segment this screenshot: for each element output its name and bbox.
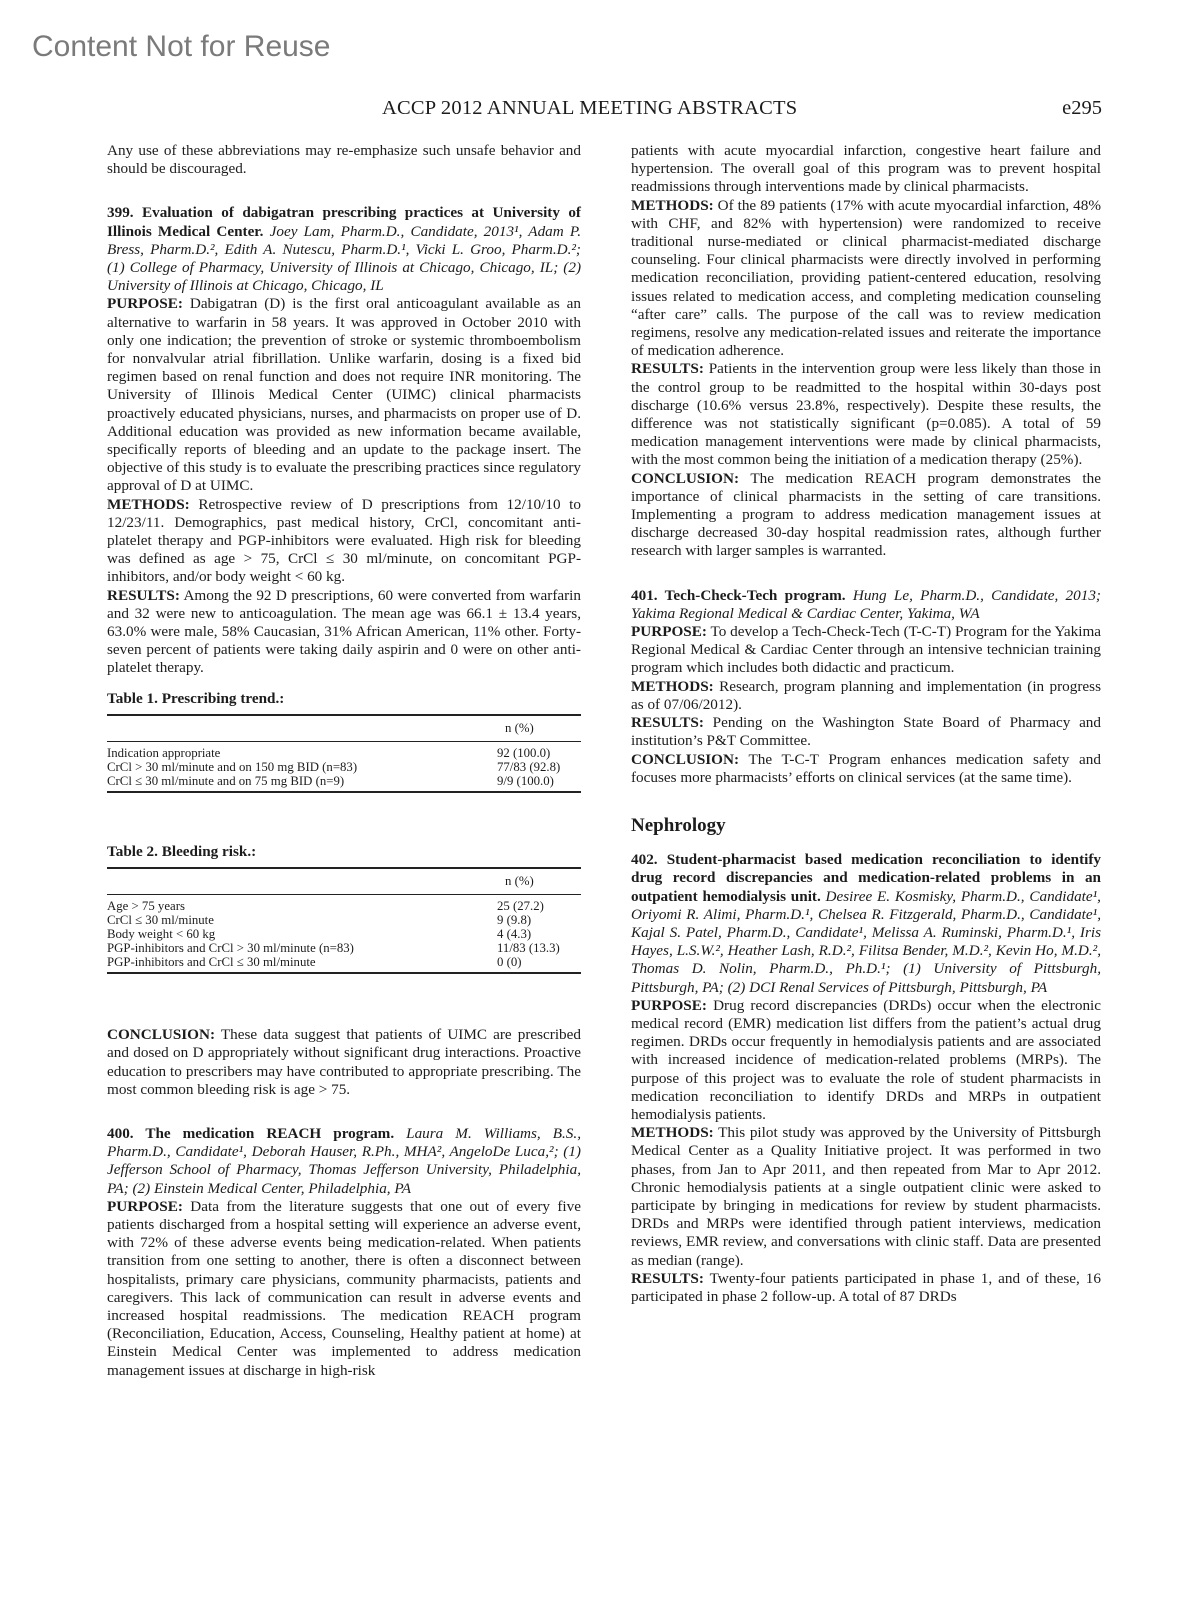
results-paragraph: RESULTS: Patients in the intervention group were less likely than those in the control group to be readmitted to the hospital within 30-days post discharge (10.6% versus 23.8%, respectively). Despite these results, the difference was not statistically significant (p=0.085). A total of 59 medication management interventions were made by clinical pharmacists, with the most common being the initiation of a medication therapy (25%). <box>631 360 1101 469</box>
purpose-paragraph: PURPOSE: Drug record discrepancies (DRDs) occur when the electronic medical record (EMR) medication list differs from the patient’s actual drug regimen. DRDs occur frequently in hemodialysis patients and are associated with increased incidence of medication-related problems (MRPs). The purpose of this project was to evaluate the role of student pharmacists in medication reconciliation to identify DRDs and MRPs in outpatient hemodialysis patients. <box>631 996 1101 1123</box>
abstract-title: 402. Student-pharmacist based medication reconciliation to identify drug record discrepancies and medication-related problems in an outpatient hemodialysis unit. <box>631 851 1101 905</box>
page-number: e295 <box>1062 97 1102 119</box>
purpose-paragraph: PURPOSE: To develop a Tech-Check-Tech (T-C-T) Program for the Yakima Regional Medical & Cardiac Center through an intensive technician training program which includes both didactic and practicum. <box>631 623 1101 677</box>
table-row: Body weight < 60 kg 4 (4.3) <box>107 927 532 942</box>
table-row: PGP-inhibitors and CrCl ≤ 30 ml/minute 0 (0) <box>107 955 581 973</box>
intro-paragraph: Any use of these abbreviations may re-emphasize such unsafe behavior and should be discouraged. <box>107 142 581 178</box>
abstract-authors: Joey Lam, Pharm.D., Candidate, 2013¹, Adam P. Bress, Pharm.D.², Edith A. Nutescu, Pharm.D.¹, Vicki L. Groo, Pharm.D.²; (1) College of Pharmacy, University of Illinois at Chicago, Chicago, IL; (2) University of Illinois at Chicago, Chicago, IL <box>107 222 581 295</box>
left-column <box>107 142 581 1380</box>
table-row: Indication appropriate 92 (100.0) <box>107 745 551 760</box>
table1-caption: Table 1. Prescribing trend.: <box>107 689 285 707</box>
table-header: n (%) <box>497 868 581 895</box>
abstract-authors: Laura M. Williams, B.S., Pharm.D., Candidate¹, Deborah Hauser, R.Ph., MHA², AngeloDe Luca,²; (1) Jefferson School of Pharmacy, Thomas Jefferson University, Philadelphia, PA; (2) Einstein Medical Center, Philadelphia, PA <box>107 1124 581 1197</box>
methods-paragraph: METHODS: Retrospective review of D prescriptions from 12/10/10 to 12/23/11. Demographics, past medical history, CrCl, concomitant anti-platelet therapy and PGP-inhibitors were evaluated. High risk for bleeding was defined as age > 75, CrCl ≤ 30 ml/minute, on concomitant PGP-inhibitors, and/or body weight < 60 kg. <box>107 495 581 586</box>
results-paragraph: RESULTS: Twenty-four patients participated in phase 1, and of these, 16 participated in phase 2 follow-up. A total of 87 DRDs <box>631 1269 1101 1305</box>
results-paragraph: RESULTS: Pending on the Washington State Board of Pharmacy and institution’s P&T Committee. <box>631 714 1101 750</box>
table-row: CrCl ≤ 30 ml/minute 9 (9.8) <box>107 913 532 928</box>
abstract-400 <box>107 1125 581 1198</box>
methods-paragraph: METHODS: Research, program planning and implementation (in progress as of 07/06/2012). <box>631 677 1101 713</box>
table-row: CrCl ≤ 30 ml/minute and on 75 mg BID (n=9) 9/9 (100.0) <box>107 774 581 792</box>
methods-paragraph: METHODS: This pilot study was approved by the University of Pittsburgh Medical Center as a Quality Initiative project. It was performed in two phases, from Jan to Apr 2011, and then repeated from Mar to Apr 2012. Chronic hemodialysis patients at a single outpatient clinic were asked to participate by bringing in medications for review by student pharmacists. DRDs and MRPs were identified through patient interviews, medication reviews, EMR review, and conversations with clinic staff. Data are presented as median (range). <box>631 1124 1101 1269</box>
table-header: n (%) <box>497 715 581 742</box>
table-row: PGP-inhibitors and CrCl > 30 ml/minute (n=83) 11/83 (13.3) <box>107 941 560 956</box>
abstract-authors: Desiree E. Kosmisky, Pharm.D., Candidate¹, Oriyomi R. Alimi, Pharm.D.¹, Chelsea R. Fitzgerald, Pharm.D., Candidate¹, Kajal S. Patel, Pharm.D., Candidate¹, Melissa A. Ruminski, Pharm.D.¹, Iris Hayes, L.S.W.², Heather Lash, R.D.², Filitsa Bender, M.D.², Kevin Ho, M.D.², Thomas D. Nolin, Pharm.D., Ph.D.¹; (1) University of Pittsburgh, Pittsburgh, PA; (2) DCI Renal Services of Pittsburgh, Pittsburgh, PA <box>631 887 1101 996</box>
methods-paragraph: METHODS: Of the 89 patients (17% with acute myocardial infarction, 48% with CHF, and 82% with hypertension) were randomized to receive traditional nurse-mediated or clinical pharmacist-mediated discharge counseling. Four clinical pharmacists were directly involved in performing medication reconciliation, providing patient-centered education, resolving issues related to medication access, and completing medication counseling “after care” calls. The purpose of the call was to review medication regimens, resolve any medication-related issues and reiterate the importance of medication adherence. <box>631 196 1101 360</box>
conclusion-paragraph: CONCLUSION: The T-C-T Program enhances medication safety and focuses more pharmacists’ efforts on clinical services (at the same time). <box>631 750 1101 786</box>
abstract-399 <box>107 204 581 295</box>
watermark: Content Not for Reuse <box>32 30 331 63</box>
abstract-402 <box>631 851 1101 997</box>
abstract-title: 401. Tech-Check-Tech program. <box>631 586 846 604</box>
results-paragraph: RESULTS: Among the 92 D prescriptions, 60 were converted from warfarin and 32 were new to anticoagulation. The mean age was 66.1 ± 13.4 years, 63.0% were male, 58% Caucasian, 31% African American, 11% other. Forty-seven percent of patients were taking daily aspirin and 0 were on other anti-platelet therapy. <box>107 586 581 677</box>
table-row: CrCl > 30 ml/minute and on 150 mg BID (n=83) 77/83 (92.8) <box>107 759 561 774</box>
abstract-authors: Hung Le, Pharm.D., Candidate, 2013; Yakima Regional Medical & Cardiac Center, Yakima, WA <box>631 586 1101 622</box>
abstract-title: 399. Evaluation of dabigatran prescribing practices at University of Illinois Medical Center. <box>107 204 581 240</box>
abstract-title: 400. The medication REACH program. <box>107 1124 395 1142</box>
conclusion-paragraph: CONCLUSION: The medication REACH program demonstrates the importance of clinical pharmacists in the setting of care transitions. Implementing a program to address medication management issues at discharge decreased 30-day hospital readmission rates, although further research with larger samples is warranted. <box>631 469 1101 560</box>
running-head: ACCP 2012 ANNUAL MEETING ABSTRACTS <box>382 97 798 119</box>
continued-paragraph: patients with acute myocardial infarction, congestive heart failure and hypertension. The overall goal of this program was to prevent hospital readmissions through interventions made by clinical pharmacists. <box>631 142 1101 196</box>
right-column <box>631 142 1101 1306</box>
table2 <box>107 867 581 974</box>
table1 <box>107 714 581 793</box>
table-row: Age > 75 years 25 (27.2) <box>107 899 544 914</box>
conclusion-paragraph: CONCLUSION: These data suggest that patients of UIMC are prescribed and dosed on D appropriately without significant drug interactions. Proactive education to prescribers may have contributed to appropriate prescribing. The most common bleeding risk is age > 75. <box>107 1026 581 1098</box>
purpose-paragraph: PURPOSE: Dabigatran (D) is the first oral anticoagulant available as an alternative to warfarin in 58 years. It was approved in October 2010 with only one indication; the prevention of stroke or systemic thromboembolism for nonvalvular atrial fibrillation. Unlike warfarin, dosing is a fixed bid regimen based on renal function and does not require INR monitoring. The University of Illinois Medical Center (UIMC) clinical pharmacists proactively educated physicians, nurses, and pharmacists on proper use of D. Additional education was provided as new information became available, specifically reports of bleeding and an update to the package insert. The objective of this study is to evaluate the prescribing practices since regulatory approval of D at UIMC. <box>107 295 581 495</box>
section-heading: Nephrology <box>631 814 726 836</box>
table2-caption: Table 2. Bleeding risk.: <box>107 842 257 860</box>
abstract-401 <box>631 587 1101 623</box>
purpose-paragraph: PURPOSE: Data from the literature suggests that one out of every five patients discharged from a hospital setting will experience an adverse event, with 72% of these adverse events being medication-related. When patients transition from one setting to another, there is often a disconnect between hospitalists, primary care physicians, community pharmacists, patients and caregivers. This lack of communication can result in adverse events and increased hospital readmissions. The medication REACH program (Reconciliation, Education, Access, Counseling, Healthy patient at home) at Einstein Medical Center was implemented to address medication management issues at discharge in high-risk <box>107 1197 581 1379</box>
